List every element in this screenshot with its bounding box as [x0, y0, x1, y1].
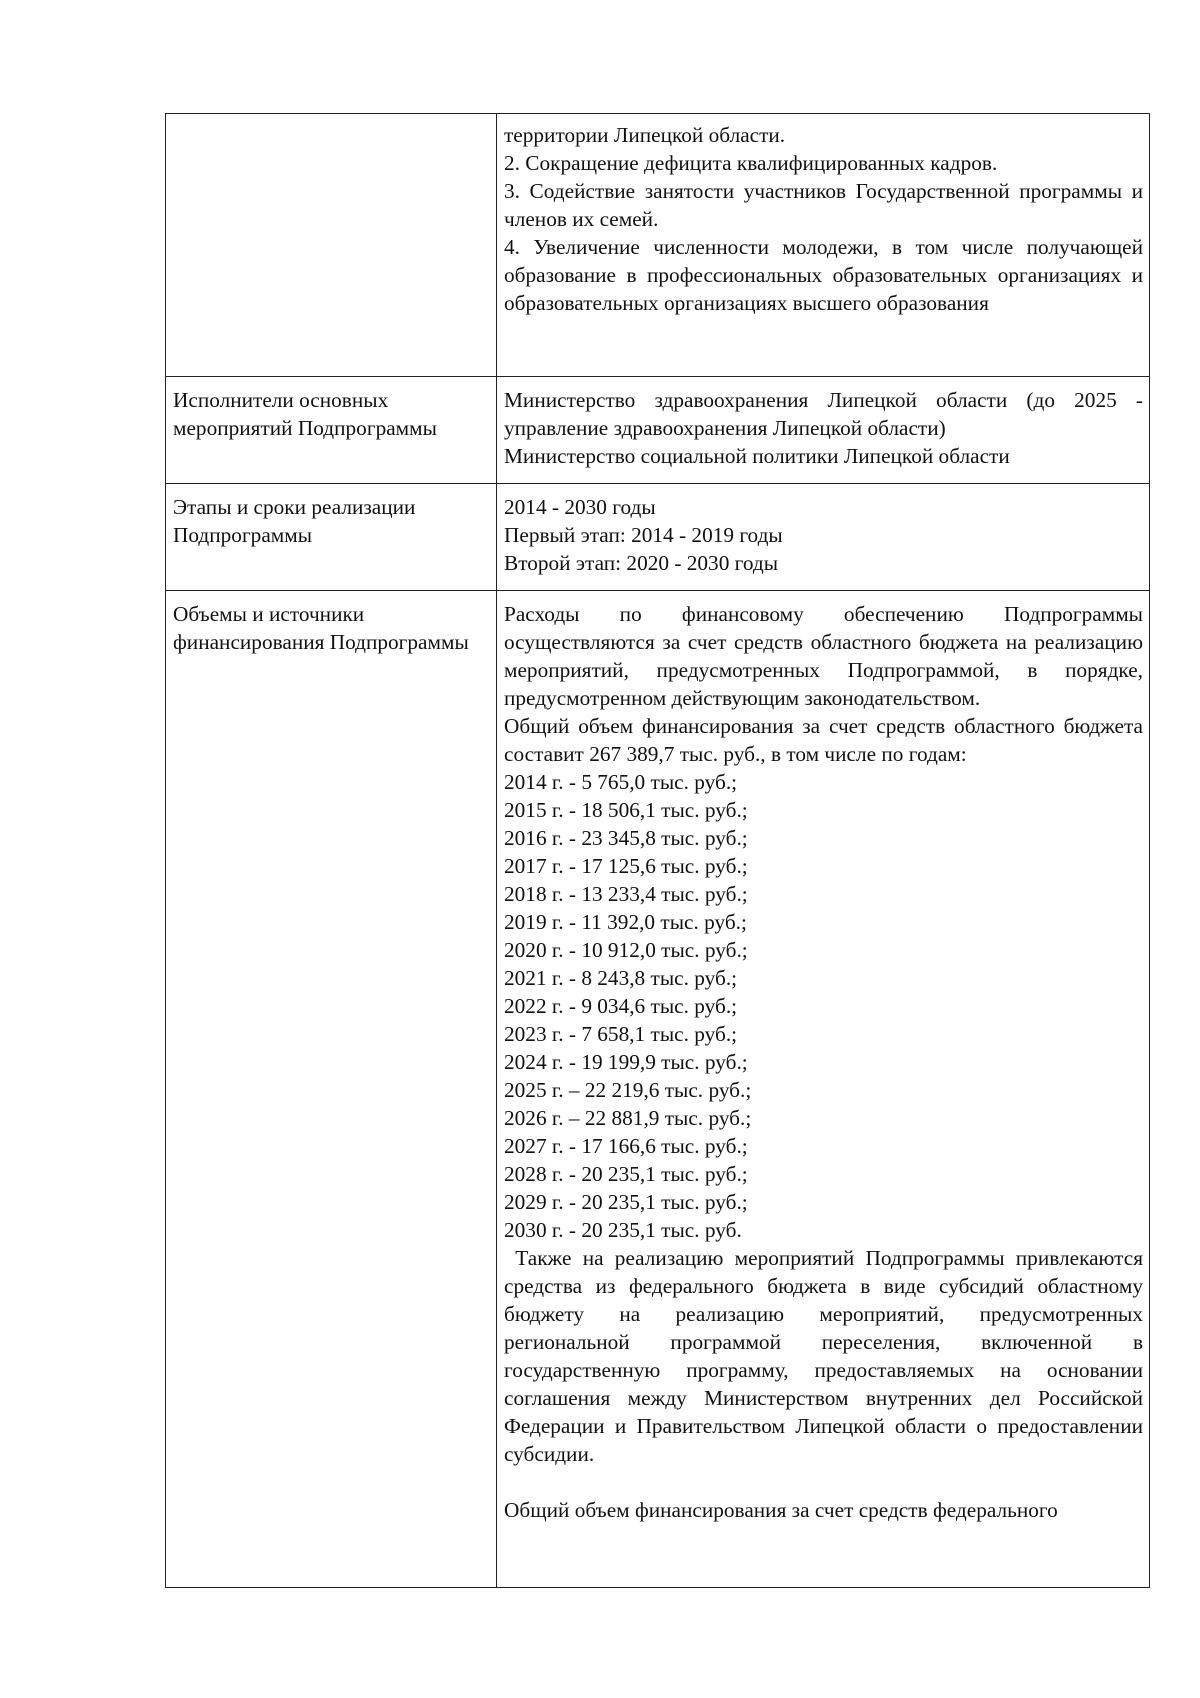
year-line: 2017 г. - 17 125,6 тыс. руб.;	[504, 854, 748, 878]
executors-cell	[497, 377, 1150, 484]
table-row	[166, 377, 1150, 484]
year-line: 2029 г. - 20 235,1 тыс. руб.;	[504, 1190, 748, 1214]
executors-label: Исполнители основных мероприятий Подпрограммы	[166, 377, 497, 484]
paragraph-gap	[504, 1468, 1143, 1496]
federal-funding-total: Общий объем финансирования за счет средств федерального	[504, 1498, 1058, 1522]
year-line: 2026 г. – 22 881,9 тыс. руб.;	[504, 1106, 752, 1130]
year-line: 2014 г. - 5 765,0 тыс. руб.;	[504, 770, 738, 794]
passport-table	[165, 113, 1150, 1588]
executor-line: Министерство здравоохранения Липецкой области (до 2025 - управление здравоохранения Липецкой области)	[504, 388, 1143, 440]
stage-line: Первый этап: 2014 - 2019 годы	[504, 523, 783, 547]
year-line: 2023 г. - 7 658,1 тыс. руб.;	[504, 1022, 738, 1046]
year-line: 2015 г. - 18 506,1 тыс. руб.;	[504, 798, 748, 822]
stage-line: Второй этап: 2020 - 2030 годы	[504, 551, 779, 575]
executor-line: Министерство социальной политики Липецкой области	[504, 444, 1010, 468]
year-line: 2019 г. - 11 392,0 тыс. руб.;	[504, 910, 747, 934]
funding-intro: Расходы по финансовому обеспечению Подпрограммы осуществляются за счет средств областного бюджета на реализацию мероприятий, предусмотренных Подпрограммой, в порядке, предусмотренном действующим законодательством.	[504, 602, 1143, 710]
table-row	[166, 591, 1150, 1588]
goal-line: территории Липецкой области.	[504, 123, 786, 147]
funding-label: Объемы и источники финансирования Подпрограммы	[166, 591, 497, 1588]
funding-total: Общий объем финансирования за счет средств областного бюджета составит 267 389,7 тыс. руб., в том числе по годам:	[504, 714, 1143, 766]
year-line: 2018 г. - 13 233,4 тыс. руб.;	[504, 882, 748, 906]
stages-label: Этапы и сроки реализации Подпрограммы	[166, 484, 497, 591]
year-line: 2025 г. – 22 219,6 тыс. руб.;	[504, 1078, 752, 1102]
goal-line: 4. Увеличение численности молодежи, в том числе получающей образование в профессиональных образовательных организациях и образовательных организациях высшего образования	[504, 235, 1143, 315]
stage-line: 2014 - 2030 годы	[504, 495, 656, 519]
year-line: 2027 г. - 17 166,6 тыс. руб.;	[504, 1134, 748, 1158]
table-row	[166, 114, 1150, 377]
year-line: 2016 г. - 23 345,8 тыс. руб.;	[504, 826, 748, 850]
goals-cell	[497, 114, 1150, 377]
row-label	[166, 114, 497, 377]
year-line: 2030 г. - 20 235,1 тыс. руб.	[504, 1218, 742, 1242]
table-row	[166, 484, 1150, 591]
stages-cell	[497, 484, 1150, 591]
funding-cell	[497, 591, 1150, 1588]
goal-line: 2. Сокращение дефицита квалифицированных кадров.	[504, 151, 998, 175]
year-line: 2021 г. - 8 243,8 тыс. руб.;	[504, 966, 738, 990]
federal-funding-text: Также на реализацию мероприятий Подпрограммы привлекаются средства из федерального бюджета в виде субсидий областному бюджету на реализацию мероприятий, предусмотренных региональной программой переселения, включенной в государственную программу, предоставляемых на основании соглашения между Министерством внутренних дел Российской Федерации и Правительством Липецкой области о предоставлении субсидии.	[504, 1246, 1149, 1466]
year-line: 2022 г. - 9 034,6 тыс. руб.;	[504, 994, 738, 1018]
year-line: 2024 г. - 19 199,9 тыс. руб.;	[504, 1050, 748, 1074]
goal-line: 3. Содействие занятости участников Государственной программы и членов их семей.	[504, 179, 1143, 231]
year-line: 2028 г. - 20 235,1 тыс. руб.;	[504, 1162, 748, 1186]
year-line: 2020 г. - 10 912,0 тыс. руб.;	[504, 938, 748, 962]
